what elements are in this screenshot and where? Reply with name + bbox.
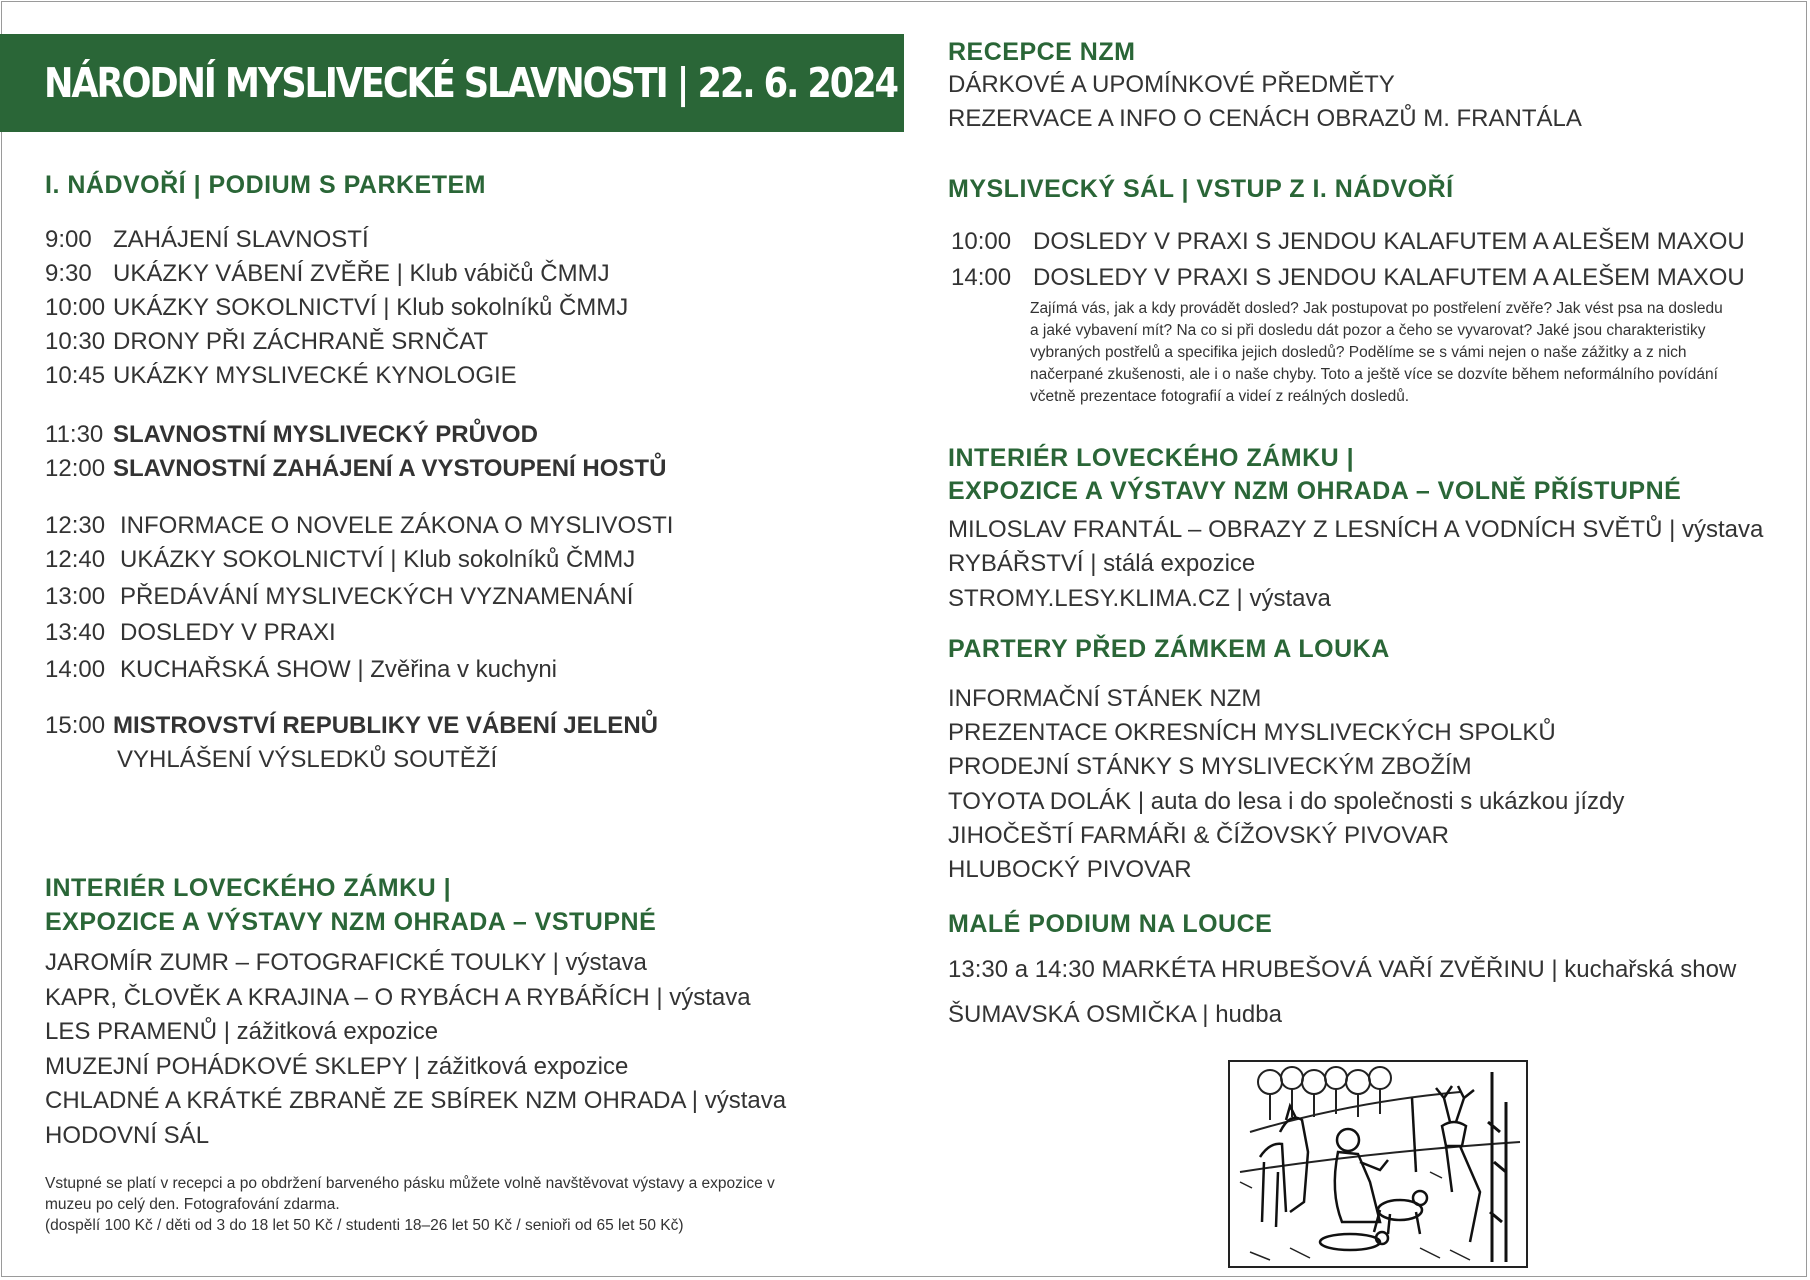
interier-left-heading-1: INTERIÉR LOVECKÉHO ZÁMKU | (45, 874, 452, 902)
note-line: (dospělí 100 Kč / děti od 3 do 18 let 50 Kč / studenti 18–26 let 50 Kč / senioři od 65 let 50 Kč) (45, 1217, 684, 1234)
partery-heading: PARTERY PŘED ZÁMKEM A LOUKA (948, 635, 1390, 663)
item-title: MUZEJNÍ POHÁDKOVÉ SKLEPY (45, 1053, 408, 1080)
schedule-time: 12:40 (45, 546, 106, 573)
schedule-sub: | Klub sokolníků ČMMJ (376, 294, 629, 321)
schedule-title: MISTROVSTVÍ REPUBLIKY VE VÁBENÍ JELENŮ (113, 712, 658, 739)
schedule-title: SLAVNOSTNÍ MYSLIVECKÝ PRŮVOD (113, 421, 538, 448)
schedule-row (45, 545, 635, 575)
schedule-title: DRONY PŘI ZÁCHRANĚ SRNČAT (113, 328, 489, 355)
schedule-row (45, 511, 673, 541)
schedule-time: 13:40 (45, 619, 106, 646)
list-item (948, 515, 1763, 545)
schedule-sub: | Klub vábičů ČMMJ (389, 260, 610, 287)
item-title: STROMY.LESY.KLIMA.CZ (948, 585, 1230, 612)
item-title: CHLADNÉ A KRÁTKÉ ZBRANĚ ZE SBÍREK NZM OHRADA (45, 1087, 686, 1114)
schedule-title: SLAVNOSTNÍ ZAHÁJENÍ A VYSTOUPENÍ HOSTŮ (113, 455, 667, 482)
schedule-sub: Klub sokolníků ČMMJ (396, 546, 636, 573)
schedule-row (45, 454, 666, 484)
list-item (45, 948, 647, 978)
recepce-heading: RECEPCE NZM (948, 38, 1136, 66)
schedule-time: 14:00 (45, 656, 106, 683)
item-title: MILOSLAV FRANTÁL – OBRAZY Z LESNÍCH A VODNÍCH SVĚTŮ | (948, 516, 1682, 543)
dosledy-description (1030, 298, 1760, 408)
recepce-line: DÁRKOVÉ A UPOMÍNKOVÉ PŘEDMĚTY (948, 71, 1395, 98)
note-line: Vstupné se platí v recepci a po obdržení barveného pásku můžete volně navštěvovat výstavy a expozice v (45, 1175, 775, 1192)
schedule-time: 15:00 (45, 712, 106, 739)
item-title: JAROMÍR ZUMR – FOTOGRAFICKÉ TOULKY (45, 949, 546, 976)
item-sub: | výstava (545, 949, 647, 976)
schedule-title: UKÁZKY MYSLIVECKÉ KYNOLOGIE (113, 362, 517, 389)
schedule-title: UKÁZKY SOKOLNICTVÍ (113, 294, 377, 321)
schedule-row (951, 263, 1745, 293)
podium-heading: MALÉ PODIUM NA LOUCE (948, 910, 1273, 938)
item-title: MARKÉTA HRUBEŠOVÁ VAŘÍ ZVĚŘINU (1101, 956, 1545, 983)
schedule-title: KUCHAŘSKÁ SHOW (120, 656, 351, 683)
item-sub: | výstava (685, 1087, 787, 1114)
item-sub: | kuchařská show (1544, 956, 1737, 983)
schedule-row (45, 420, 538, 450)
list-item (948, 549, 1255, 579)
schedule-time: 11:30 (45, 421, 104, 448)
item-sub: | hudba (1195, 1001, 1282, 1028)
schedule-row (45, 655, 557, 685)
list-item (948, 787, 1624, 817)
list-item (948, 855, 1192, 885)
item-title: TOYOTA DOLÁK (948, 788, 1132, 815)
podium-time: 13:30 a 14:30 (948, 956, 1102, 983)
admission-note (45, 1173, 865, 1236)
schedule-title: DOSLEDY V PRAXI S JENDOU KALAFUTEM A ALEŠEM MAXOU (1033, 264, 1745, 291)
nadvori-heading: I. NÁDVOŘÍ | PODIUM S PARKETEM (45, 171, 487, 199)
description-line: načerpané zkušenosti, ale i o naše chyby. Toto a ještě více se dozvíte během neformálního povídání (1030, 366, 1718, 383)
schedule-time: 13:00 (45, 583, 106, 610)
list-item (948, 821, 1449, 851)
list-item (45, 1121, 209, 1151)
list-item (45, 1086, 786, 1116)
item-title: JIHOČEŠTÍ FARMÁŘI & ČÍŽOVSKÝ PIVOVAR (948, 822, 1449, 849)
schedule-row (45, 259, 610, 289)
schedule-row (45, 293, 628, 323)
description-line: Zajímá vás, jak a kdy provádět dosled? Jak postupovat po postřelení zvěře? Jak vést psa na dosledu (1030, 300, 1723, 317)
schedule-row (45, 361, 517, 391)
item-sub: | auta do lesa i do společnosti s ukázkou jízdy (1131, 788, 1625, 815)
sal-heading: MYSLIVECKÝ SÁL | VSTUP Z I. NÁDVOŘÍ (948, 175, 1454, 203)
schedule-time: 14:00 (951, 264, 1012, 291)
list-item (45, 1017, 438, 1047)
interier-right-heading-1: INTERIÉR LOVECKÉHO ZÁMKU | (948, 444, 1355, 472)
item-title: INFORMAČNÍ STÁNEK NZM (948, 685, 1262, 712)
description-line: a jaké vybavení mít? Na co si při dosledu dát pozor a čeho se vyvarovat? Jaké jsou charakteristiky (1030, 322, 1706, 339)
interier-left-heading-2: EXPOZICE A VÝSTAVY NZM OHRADA – VSTUPNÉ (45, 908, 657, 936)
item-title: HODOVNÍ SÁL (45, 1122, 210, 1149)
schedule-row (45, 711, 658, 741)
schedule-time: 12:30 (45, 512, 106, 539)
schedule-title: DOSLEDY V PRAXI S JENDOU KALAFUTEM A ALEŠEM MAXOU (1033, 228, 1745, 255)
item-title: KAPR, ČLOVĚK A KRAJINA – O RYBÁCH A RYBÁŘÍCH (45, 984, 650, 1011)
item-sub: | výstava (649, 984, 751, 1011)
woodcut-hunting-scene-image (1230, 1062, 1526, 1266)
schedule-row (45, 582, 633, 612)
schedule-time: 10:00 (951, 228, 1012, 255)
description-line: včetně prezentace fotografií a videí z reálných dosledů. (1030, 388, 1410, 405)
schedule-time: 10:00 (45, 294, 106, 321)
item-title: LES PRAMENŮ (45, 1018, 218, 1045)
schedule-row (951, 227, 1745, 257)
list-item (948, 955, 1736, 985)
schedule-row (45, 327, 488, 357)
results-announcement: VYHLÁŠENÍ VÝSLEDKŮ SOUTĚŽÍ (117, 746, 498, 773)
schedule-time: 10:30 (45, 328, 106, 355)
interier-right-heading-2: EXPOZICE A VÝSTAVY NZM OHRADA – VOLNĚ PŘÍSTUPNÉ (948, 477, 1682, 505)
item-title: PREZENTACE OKRESNÍCH MYSLIVECKÝCH SPOLKŮ (948, 719, 1556, 746)
list-item (948, 752, 1472, 782)
schedule-sub: | Zvěřina v kuchyni (350, 656, 558, 683)
event-banner (0, 34, 904, 132)
schedule-title: PŘEDÁVÁNÍ MYSLIVECKÝCH VYZNAMENÁNÍ (120, 583, 634, 610)
schedule-title: ZAHÁJENÍ SLAVNOSTÍ (113, 226, 369, 253)
schedule-row (45, 618, 336, 648)
note-line: muzeu po celý den. Fotografování zdarma. (45, 1196, 340, 1213)
schedule-time: 12:00 (45, 455, 106, 482)
list-item (948, 1000, 1282, 1030)
list-item (948, 718, 1556, 748)
list-item (45, 983, 751, 1013)
schedule-time: 10:45 (45, 362, 106, 389)
list-item (948, 684, 1261, 714)
item-title: ŠUMAVSKÁ OSMIČKA (948, 1001, 1196, 1028)
item-sub: | výstava (1229, 585, 1331, 612)
schedule-title: UKÁZKY VÁBENÍ ZVĚŘE (113, 260, 390, 287)
item-sub: výstava (1681, 516, 1764, 543)
item-title: PRODEJNÍ STÁNKY S MYSLIVECKÝM ZBOŽÍM (948, 753, 1472, 780)
item-sub: | zážitková expozice (217, 1018, 439, 1045)
item-sub: | stálá expozice (1083, 550, 1256, 577)
schedule-time: 9:00 (45, 226, 92, 253)
schedule-title: UKÁZKY SOKOLNICTVÍ | (120, 546, 397, 573)
list-item (45, 1052, 628, 1082)
banner-title: NÁRODNÍ MYSLIVECKÉ SLAVNOSTI | 22. 6. 2024 (44, 59, 897, 107)
schedule-title: INFORMACE O NOVELE ZÁKONA O MYSLIVOSTI (120, 512, 674, 539)
item-title: HLUBOCKÝ PIVOVAR (948, 856, 1192, 883)
item-sub: | zážitková expozice (407, 1053, 629, 1080)
item-title: RYBÁŘSTVÍ (948, 550, 1084, 577)
schedule-title: DOSLEDY V PRAXI (120, 619, 336, 646)
woodcut-illustration (1228, 1060, 1528, 1268)
recepce-line: REZERVACE A INFO O CENÁCH OBRAZŮ M. FRANTÁLA (948, 105, 1582, 132)
list-item (948, 584, 1331, 614)
description-line: vybraných postřelů a specifika jejich dosledů? Podělíme se s vámi nejen o naše zážitky a z nich (1030, 344, 1687, 361)
schedule-row (45, 225, 369, 255)
schedule-time: 9:30 (45, 260, 92, 287)
